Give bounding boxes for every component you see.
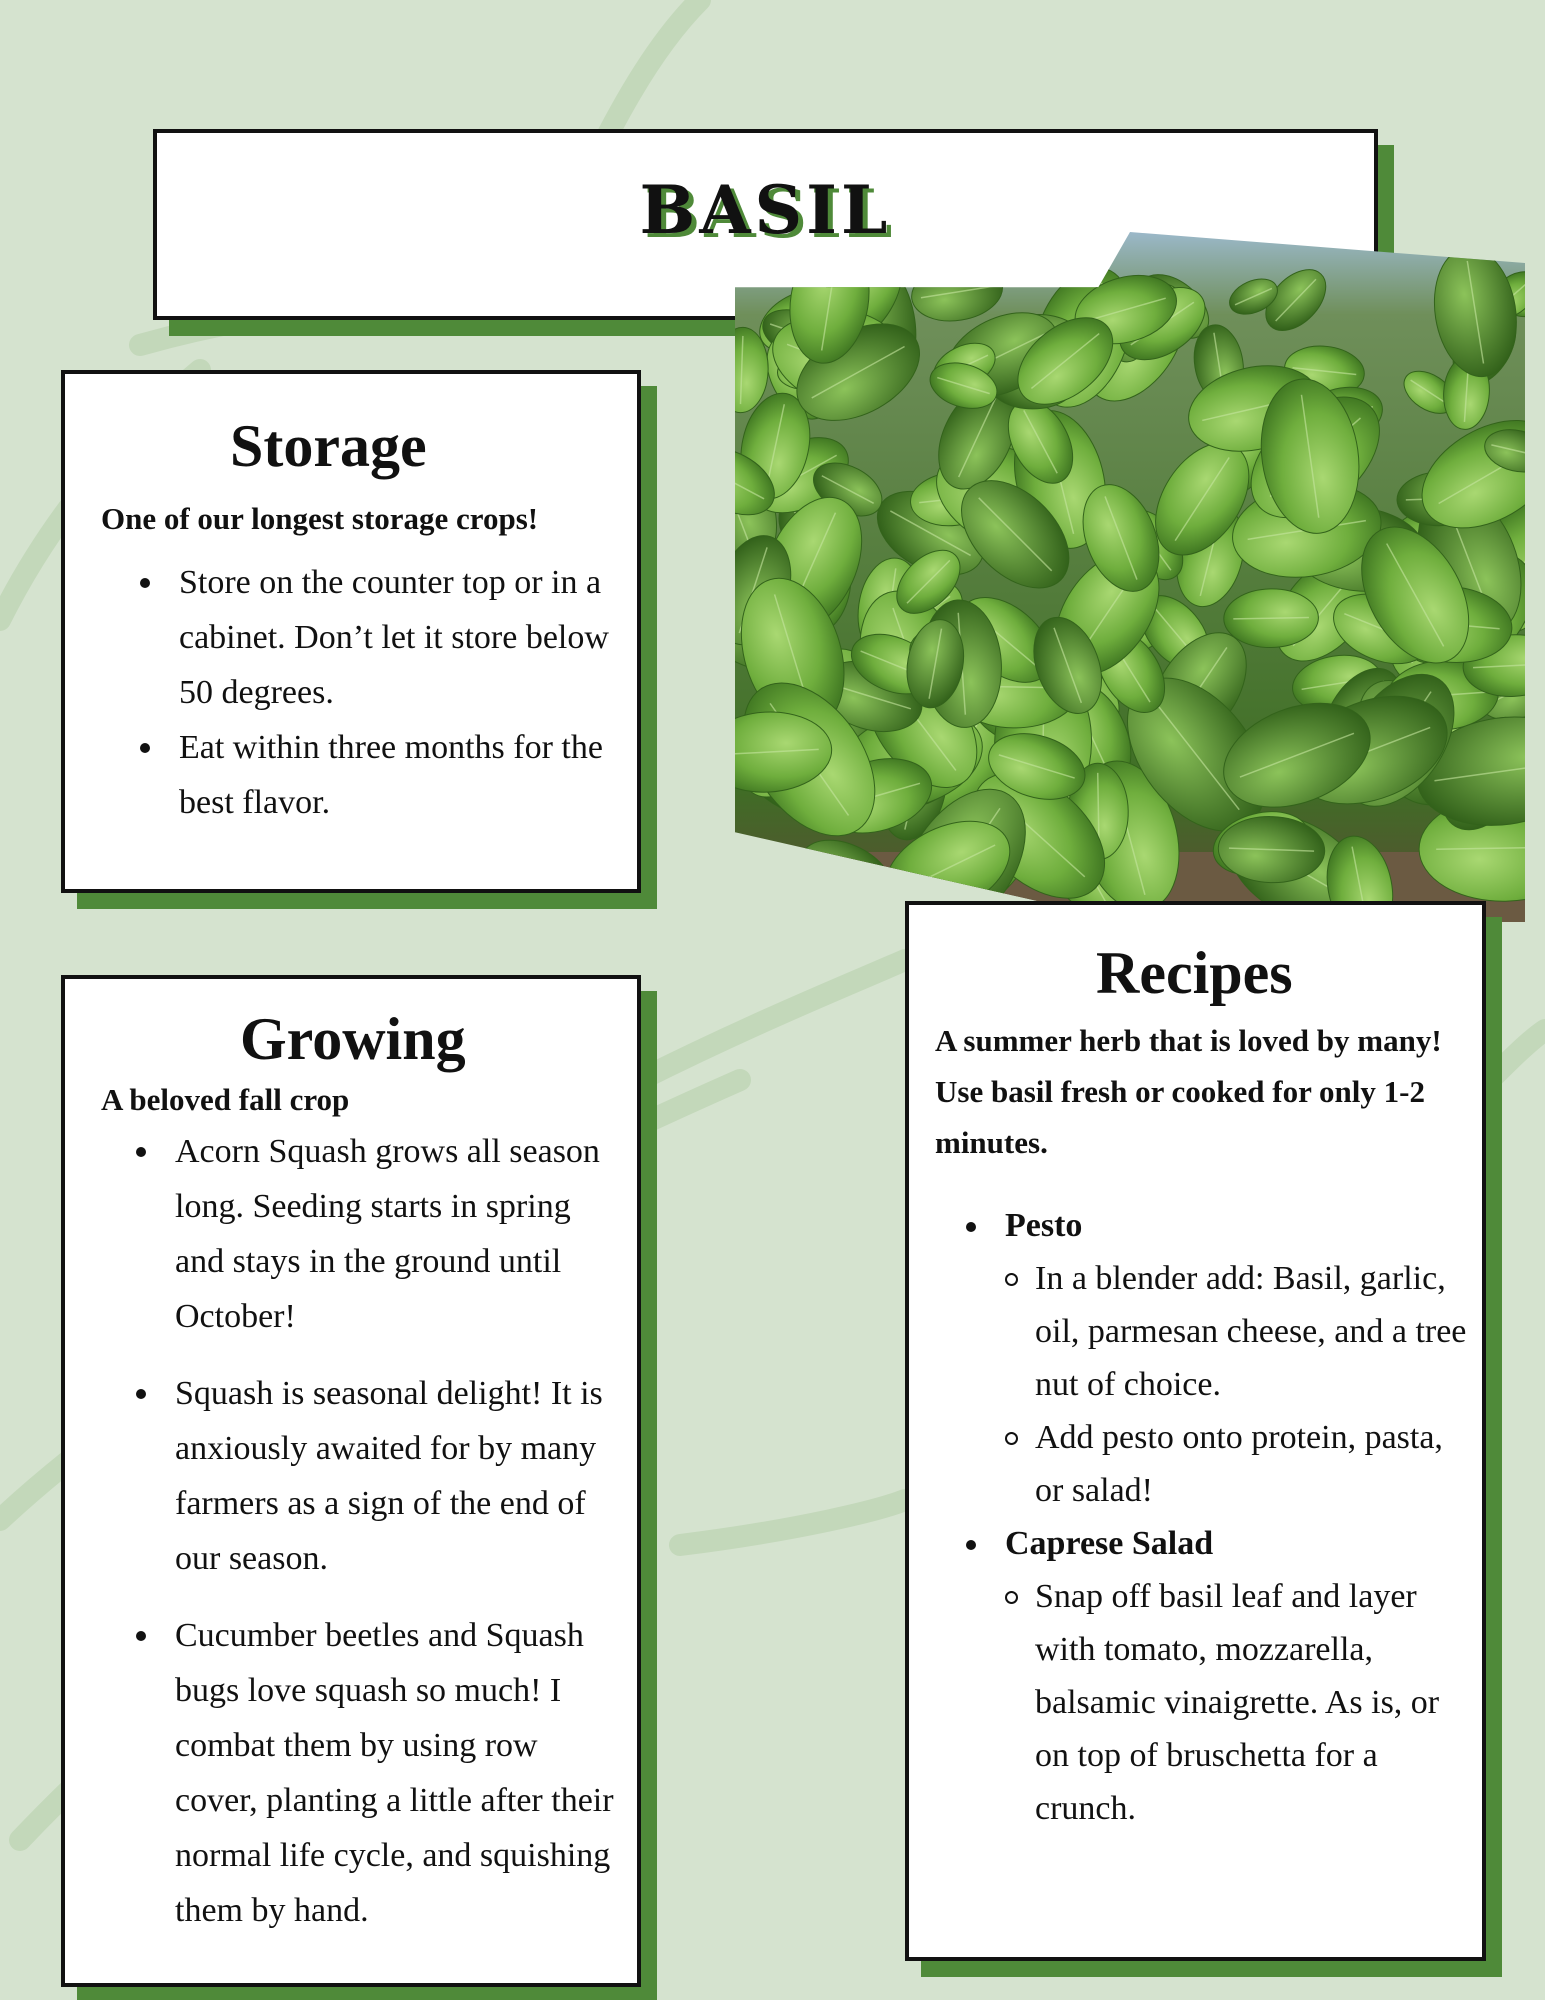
recipes-subtitle: A summer herb that is loved by many! Use basil fresh or cooked for only 1-2 minutes. [935, 1023, 1442, 1160]
recipe-step: In a blender add: Basil, garlic, oil, parmesan cheese, and a tree nut of choice. [1005, 1252, 1471, 1411]
storage-list [135, 555, 625, 830]
recipe-name: Pesto [1005, 1207, 1083, 1244]
storage-heading: Storage [230, 413, 427, 479]
list-item: Squash is seasonal delight! It is anxiously awaited for by many farmers as a sign of the end of our season. [131, 1366, 627, 1586]
list-item: Acorn Squash grows all season long. Seeding starts in spring and stays in the ground until October! [131, 1124, 627, 1344]
recipes-card [905, 901, 1486, 1961]
recipe-step: Add pesto onto protein, pasta, or salad! [1005, 1411, 1471, 1517]
recipes-heading: Recipes [1096, 940, 1293, 1006]
recipe-name: Caprese Salad [1005, 1525, 1214, 1562]
page-title: BASIL [639, 171, 892, 249]
growing-list [131, 1124, 627, 1938]
list-item: Cucumber beetles and Squash bugs love squash so much! I combat them by using row cover, planting a little after their normal life cycle, and squishing them by hand. [131, 1608, 627, 1938]
growing-subtitle: A beloved fall crop [101, 1082, 350, 1117]
list-item: Eat within three months for the best flavor. [135, 720, 625, 830]
basil-plants-photo [735, 232, 1525, 922]
list-item: Store on the counter top or in a cabinet. Don’t let it store below 50 degrees. [135, 555, 625, 720]
recipe-item-pesto [961, 1199, 1471, 1517]
growing-card [61, 975, 641, 1987]
recipes-list [961, 1199, 1471, 1835]
storage-subtitle: One of our longest storage crops! [101, 501, 539, 536]
recipe-item-caprese [961, 1517, 1471, 1835]
recipe-step: Snap off basil leaf and layer with tomato, mozzarella, balsamic vinaigrette. As is, or on top of bruschetta for a crunch. [1005, 1570, 1471, 1835]
storage-card [61, 370, 641, 893]
growing-heading: Growing [240, 1006, 466, 1072]
